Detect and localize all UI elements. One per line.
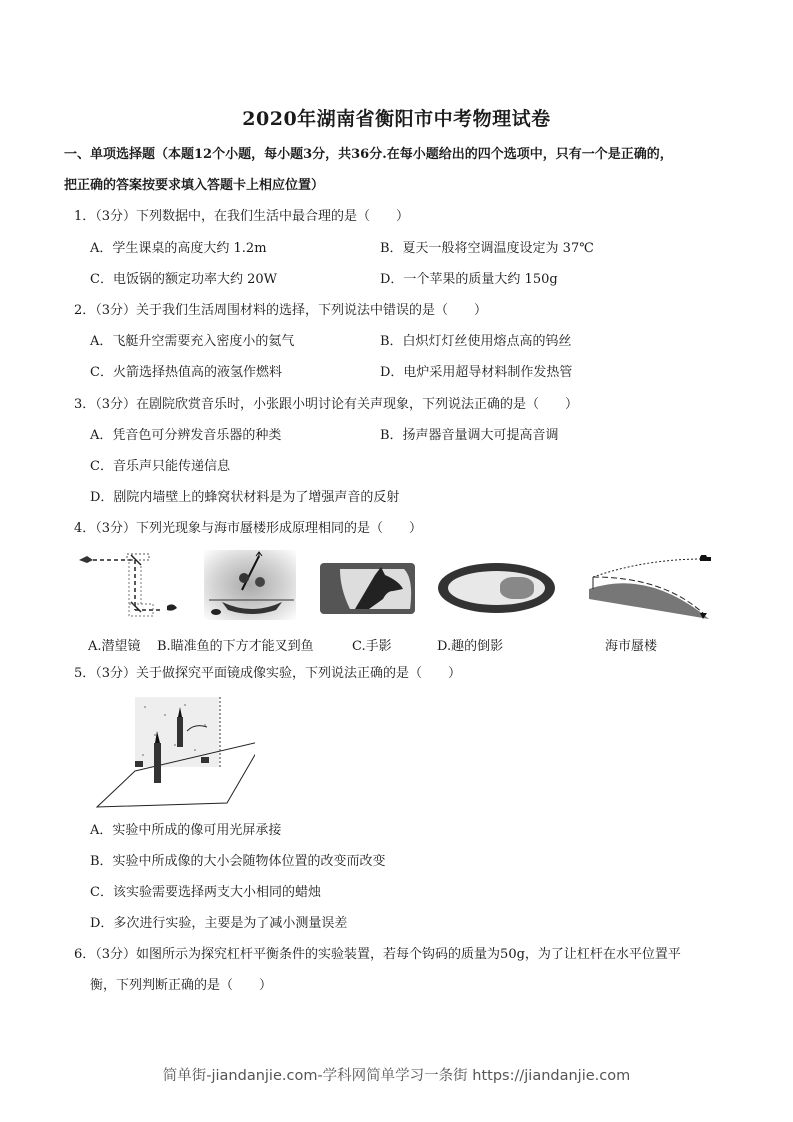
question-5-option-d: D．多次进行实验，主要是为了减小测量误差	[90, 916, 348, 931]
question-2-option-d: D．电炉采用超导材料制作发热管	[380, 365, 573, 380]
question-5-option-c: C．该实验需要选择两支大小相同的蜡烛	[90, 885, 321, 900]
hand-shadow-figure	[320, 563, 415, 614]
section-header-line1: 一、单项选择题（本题12个小题，每小题3分，共36分.在每小题给出的四个选项中，只有一个是正确的，	[64, 147, 673, 162]
spear-fishing-figure	[204, 550, 296, 620]
question-1-stem: 1．（3分）下列数据中，在我们生活中最合理的是（ ）	[74, 209, 410, 224]
question-2-option-a: A．飞艇升空需要充入密度小的氦气	[90, 334, 295, 349]
figure-caption-d: D.趣的倒影	[437, 639, 504, 654]
mirage-figure	[585, 555, 725, 620]
plane-mirror-experiment-figure	[95, 695, 255, 810]
question-6-stem-line2: 衡，下列判断正确的是（ ）	[90, 978, 273, 993]
question-3-option-d: D．剧院内墙壁上的蜂窝状材料是为了增强声音的反射	[90, 490, 400, 505]
question-1-option-d: D．一个苹果的质量大约 150g	[380, 272, 558, 287]
page-title: 2020年湖南省衡阳市中考物理试卷	[242, 108, 551, 130]
question-1-option-a: A．学生课桌的高度大约 1.2m	[90, 241, 267, 256]
figure-caption-mirage: 海市蜃楼	[605, 639, 658, 654]
question-2-option-c: C．火箭选择热值高的液氢作燃料	[90, 365, 282, 380]
reflection-figure	[438, 563, 555, 613]
footer-watermark: 简单街-jiandanjie.com-学科网简单学习一条街 https://jiandanjie.com	[162, 1068, 631, 1084]
figure-caption-c: C.手影	[352, 639, 392, 654]
section-header-line2: 把正确的答案按要求填入答题卡上相应位置）	[64, 178, 325, 193]
question-2-option-b: B．白炽灯灯丝使用熔点高的钨丝	[380, 334, 572, 349]
question-5-option-b: B．实验中所成像的大小会随物体位置的改变而改变	[90, 854, 386, 869]
question-6-stem-line1: 6．（3分）如图所示为探究杠杆平衡条件的实验装置，若每个钩码的质量为50g，为了让杠杆在水平位置平	[74, 947, 681, 962]
question-1-option-b: B．夏天一般将空调温度设定为 37℃	[380, 241, 594, 256]
question-3-option-a: A．凭音色可分辨发音乐器的种类	[90, 428, 282, 443]
question-5-stem: 5．（3分）关于做探究平面镜成像实验，下列说法正确的是（ ）	[74, 666, 462, 681]
question-2-stem: 2．（3分）关于我们生活周围材料的选择，下列说法中错误的是（ ）	[74, 303, 488, 318]
question-3-option-c: C．音乐声只能传递信息	[90, 459, 230, 474]
question-4-stem: 4．（3分）下列光现象与海市蜃楼形成原理相同的是（ ）	[74, 521, 423, 536]
periscope-figure	[75, 550, 185, 620]
question-3-option-b: B．扬声器音量调大可提高音调	[380, 428, 559, 443]
figure-caption-a: A.潜望镜	[88, 639, 141, 654]
figure-caption-b: B.瞄准鱼的下方才能叉到鱼	[157, 639, 314, 654]
question-3-stem: 3．（3分）在剧院欣赏音乐时，小张跟小明讨论有关声现象，下列说法正确的是（ ）	[74, 397, 579, 412]
question-5-option-a: A．实验中所成的像可用光屏承接	[90, 823, 282, 838]
question-1-option-c: C．电饭锅的额定功率大约 20W	[90, 272, 277, 287]
